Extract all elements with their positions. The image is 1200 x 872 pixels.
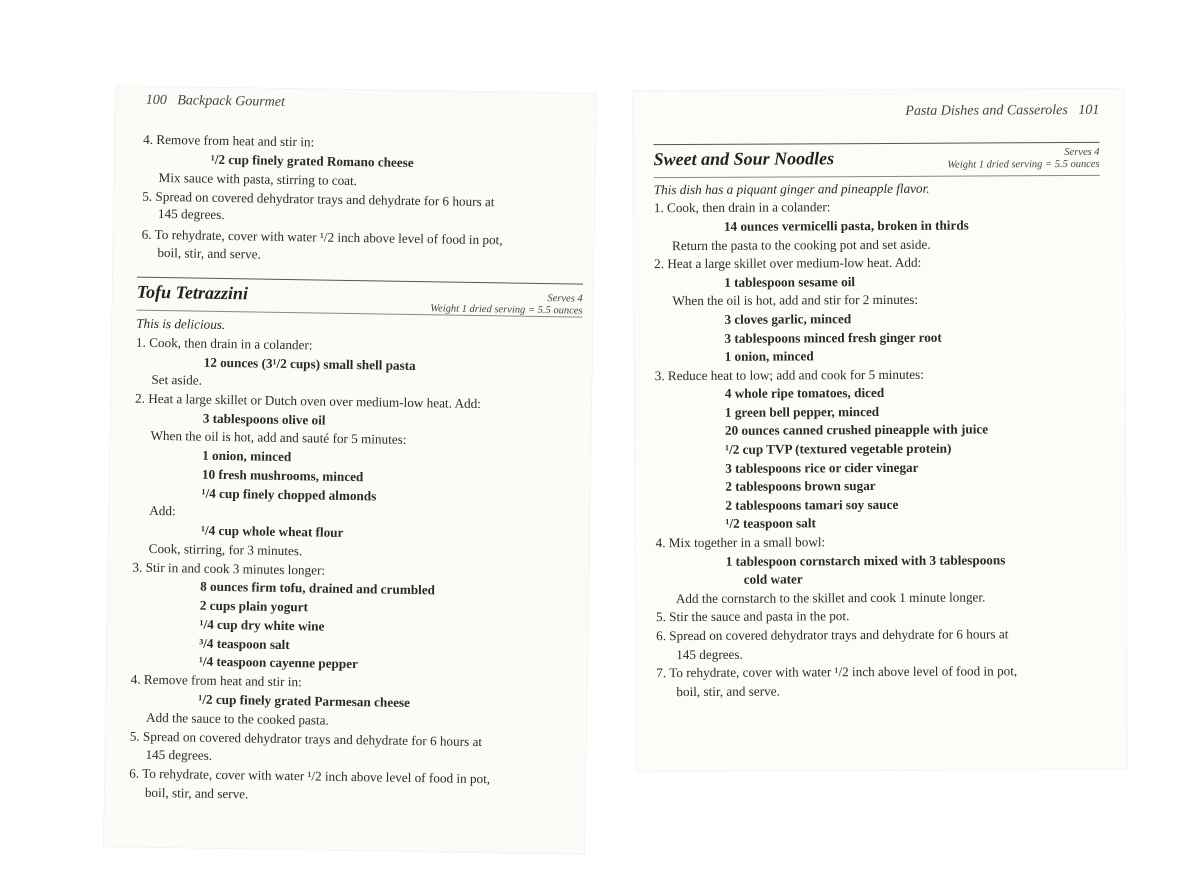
running-head: Backpack Gourmet [177, 93, 286, 110]
step-line: Add the sauce to the cooked pasta. [145, 709, 329, 728]
step-line: 3. Stir in and cook 3 minutes longer: [132, 559, 326, 578]
ingredient-line: 8 ounces firm tofu, drained and crumbled [200, 578, 436, 598]
step-line: When the oil is hot, add and stir for 2 minutes: [672, 291, 919, 309]
step-line: 7. To rehydrate, cover with water ¹/2 inch above level of food in pot, [656, 663, 1018, 681]
recipe-intro: This dish has a piquant ginger and pineapple flavor. [653, 180, 930, 198]
step-line: 6. To rehydrate, cover with water ¹/2 inch above level of food in pot, [141, 226, 503, 248]
ingredient-line: 2 tablespoons tamari soy sauce [725, 496, 899, 513]
step-line: 145 degrees. [145, 746, 213, 763]
step-line: Set aside. [151, 371, 203, 388]
step-line: Add the cornstarch to the skillet and cook 1 minute longer. [675, 589, 986, 607]
ingredient-line: 3 tablespoons rice or cider vinegar [725, 459, 919, 476]
step-line: boil, stir, and serve. [157, 244, 261, 262]
page-number: 101 [1078, 102, 1100, 118]
step-line: Add: [149, 502, 176, 519]
step-line: 2. Heat a large skillet or Dutch oven over medium-low heat. Add: [134, 390, 482, 412]
serving-weight: Weight 1 dried serving = 5.5 ounces [430, 303, 583, 317]
step-line: 145 degrees. [157, 205, 225, 222]
serves: Serves 4 [547, 293, 583, 305]
step-line: Return the pasta to the cooking pot and set aside. [671, 236, 931, 254]
step-line: 2. Heat a large skillet over medium-low heat. Add: [654, 254, 922, 272]
page-number: 100 [145, 92, 167, 109]
serves-info [947, 147, 1099, 172]
ingredient-line: ¹/2 cup finely grated Romano cheese [210, 151, 414, 170]
ingredient-line: ¹/4 cup dry white wine [199, 616, 325, 634]
step-line: boil, stir, and serve. [676, 683, 780, 700]
ingredient-line: ¹/2 teaspoon salt [725, 515, 816, 531]
ingredient-line: 12 ounces (3¹/2 cups) small shell pasta [203, 354, 416, 374]
step-line: 6. Spread on covered dehydrator trays and dehydrate for 6 hours at [656, 626, 1009, 644]
page-header [905, 103, 1099, 120]
recipe-intro: This is delicious. [136, 315, 226, 333]
step-line: When the oil is hot, add and sauté for 5 minutes: [150, 427, 407, 447]
step-line: 5. Stir the sauce and pasta in the pot. [655, 608, 850, 625]
step-line: 1. Cook, then drain in a colander: [653, 199, 831, 216]
step-line: 4. Remove from heat and stir in: [130, 671, 302, 690]
serves: Serves 4 [1064, 146, 1100, 159]
running-head: Pasta Dishes and Casseroles [905, 103, 1068, 119]
ingredient-line: 3 tablespoons olive oil [202, 410, 326, 428]
step-line: 3. Reduce heat to low; add and cook for 5 minutes: [654, 366, 924, 384]
step-line: boil, stir, and serve. [144, 784, 249, 802]
ingredient-line: 1 onion, minced [724, 348, 814, 364]
step-line: 145 degrees. [676, 646, 743, 663]
step-line: 5. Spread on covered dehydrator trays and dehydrate for 6 hours at [142, 188, 495, 210]
ingredient-line: 10 fresh mushrooms, minced [201, 466, 364, 485]
ingredient-line: ¹/4 cup finely chopped almonds [201, 485, 377, 504]
ingredient-line: 1 tablespoon sesame oil [724, 274, 856, 290]
left-book-page [104, 86, 596, 853]
ingredient-line: ¹/4 teaspoon cayenne pepper [198, 653, 358, 672]
ingredient-line: 20 ounces canned crushed pineapple with juice [724, 421, 989, 438]
step-line: 5. Spread on covered dehydrator trays and dehydrate for 6 hours at [129, 728, 483, 750]
recipe-title: Sweet and Sour Noodles [653, 148, 835, 170]
ingredient-line: ¹/2 cup finely grated Parmesan cheese [198, 691, 411, 710]
step-line: 6. To rehydrate, cover with water ¹/2 inch above level of food in pot, [129, 765, 491, 787]
title-bottom-rule [654, 175, 1100, 178]
step-line: Mix sauce with pasta, stirring to coat. [158, 169, 358, 189]
ingredient-line: ¹/4 cup whole wheat flour [200, 522, 344, 540]
step-line: Cook, stirring, for 3 minutes. [148, 540, 303, 559]
step-line: 4. Mix together in a small bowl: [655, 534, 826, 551]
serving-weight: Weight 1 dried serving = 5.5 ounces [947, 158, 1100, 171]
ingredient-line: 2 cups plain yogurt [199, 597, 309, 615]
ingredient-line: 3 cloves garlic, minced [724, 311, 852, 327]
right-book-page [633, 89, 1127, 772]
ingredient-line: ³/4 teaspoon salt [199, 635, 290, 653]
ingredient-line: 1 green bell pepper, minced [724, 404, 880, 420]
ingredient-line: 1 tablespoon cornstarch mixed with 3 tablespoons [725, 552, 1006, 569]
step-line: 1. Cook, then drain in a colander: [135, 334, 313, 353]
ingredient-line: 14 ounces vermicelli pasta, broken in thirds [723, 217, 969, 234]
recipe-title: Tofu Tetrazzini [136, 281, 249, 304]
step-line: 4. Remove from heat and stir in: [143, 131, 315, 150]
ingredient-line: 4 whole ripe tomatoes, diced [724, 384, 885, 401]
ingredient-line: 1 onion, minced [202, 447, 292, 465]
ingredient-line: ¹/2 cup TVP (textured vegetable protein) [725, 440, 952, 457]
ingredient-line: 3 tablespoons minced fresh ginger root [724, 329, 942, 346]
ingredient-line: 2 tablespoons brown sugar [725, 478, 876, 494]
title-top-rule [654, 142, 1100, 145]
ingredient-line: cold water [743, 571, 803, 587]
page-header [146, 93, 285, 111]
